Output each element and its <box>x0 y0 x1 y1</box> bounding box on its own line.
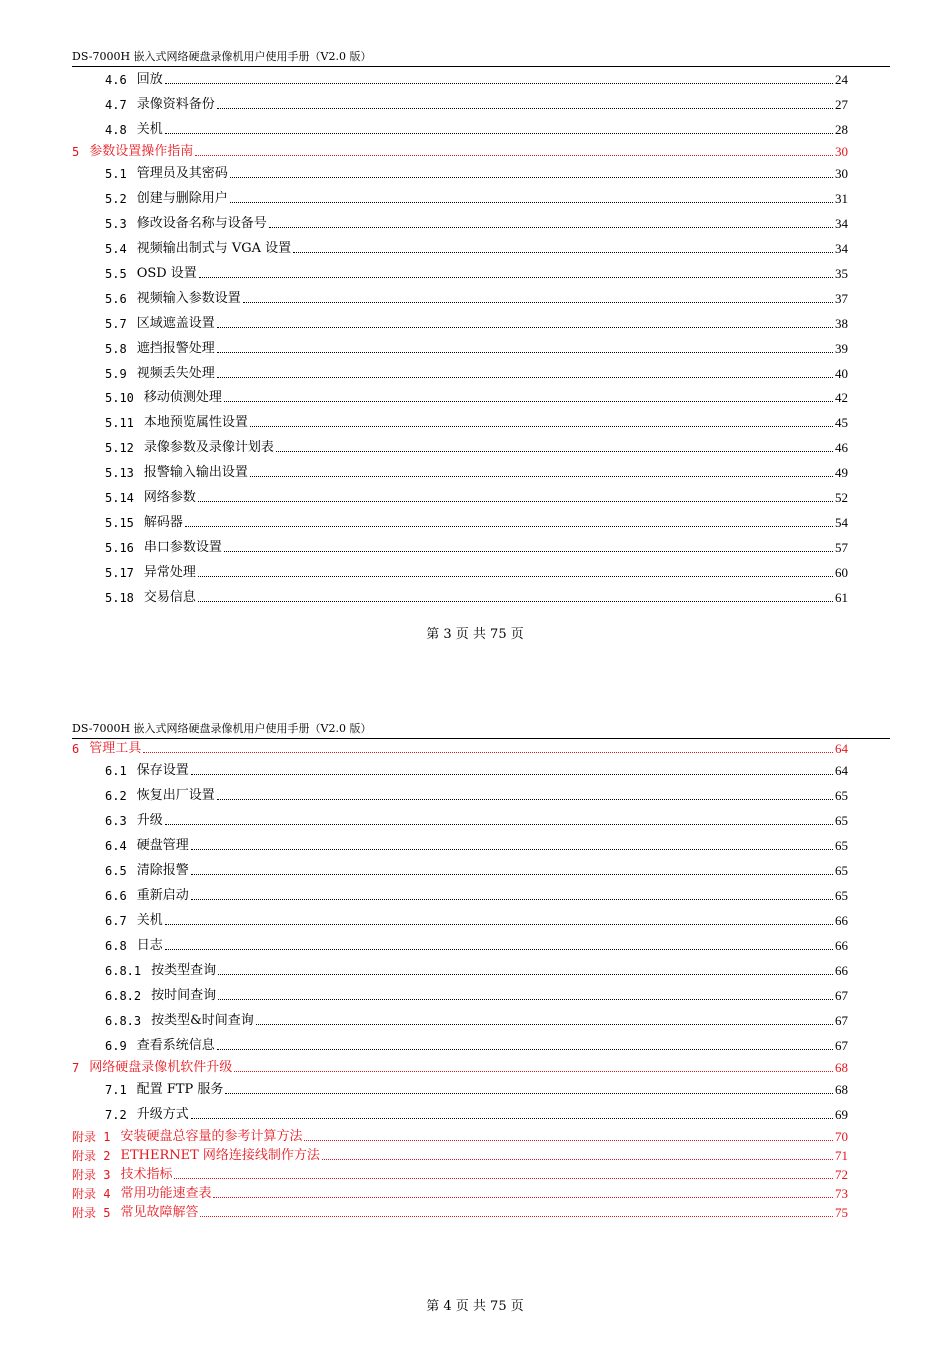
toc-entry[interactable] <box>72 886 848 904</box>
page-footer: 第 4 页 共 75 页 <box>426 1299 524 1314</box>
toc-entry-title: OSD 设置 <box>136 266 197 281</box>
toc-entry-number: 附录 1 <box>72 1130 111 1144</box>
toc-entry-number: 5.7 <box>105 317 127 331</box>
toc-entry-title: 清除报警 <box>136 863 189 878</box>
toc-entry-page: 65 <box>835 863 848 878</box>
toc-entry-number: 5 <box>72 145 80 159</box>
toc-entry[interactable] <box>72 164 848 182</box>
toc-entry-number: 5.9 <box>105 367 127 381</box>
toc-entry-number: 6.3 <box>105 814 127 828</box>
toc-entry-title: 录像资料备份 <box>136 97 215 112</box>
toc-entry[interactable] <box>72 120 848 138</box>
toc-leader-dots <box>218 999 833 1000</box>
toc-leader-dots <box>143 752 833 753</box>
toc-entry-title: 按类型&时间查询 <box>151 1013 254 1028</box>
toc-entry[interactable] <box>72 314 848 332</box>
toc-entry[interactable] <box>72 1036 848 1054</box>
toc-entry-number: 5.16 <box>105 541 134 555</box>
toc-entry-number: 6.7 <box>105 914 127 928</box>
toc-leader-dots <box>230 177 833 178</box>
toc-entry-number: 6.8.3 <box>105 1014 142 1028</box>
toc-entry-page: 27 <box>835 97 848 112</box>
toc-entry-title: 本地预览属性设置 <box>143 415 248 430</box>
toc-leader-dots <box>234 1071 833 1072</box>
toc-entry-number: 附录 4 <box>72 1187 111 1201</box>
toc-entry-title: 报警输入输出设置 <box>143 465 248 480</box>
page-header: DS-7000H 嵌入式网络硬盘录像机用户使用手册（V2.0 版） <box>72 50 890 67</box>
toc-entry-number: 5.13 <box>105 466 134 480</box>
toc-entry-page: 52 <box>835 490 848 505</box>
toc-entry-number: 4.7 <box>105 98 127 112</box>
toc-entry-page: 57 <box>835 540 848 555</box>
toc-leader-dots <box>199 277 833 278</box>
toc-entry-number: 5.17 <box>105 566 134 580</box>
toc-leader-dots <box>276 451 833 452</box>
toc-entry[interactable] <box>72 1146 848 1164</box>
toc-entry-number: 6.1 <box>105 764 127 778</box>
toc-leader-dots <box>200 1216 833 1217</box>
toc-entry-page: 66 <box>835 938 848 953</box>
toc-entry-number: 4.8 <box>105 123 127 137</box>
toc-entry-page: 68 <box>835 1060 848 1075</box>
toc-leader-dots <box>165 824 833 825</box>
toc-entry-page: 60 <box>835 565 848 580</box>
toc-leader-dots <box>191 874 833 875</box>
toc-entry[interactable] <box>72 836 848 854</box>
toc-entry[interactable] <box>72 364 848 382</box>
toc-entry-title: 恢复出厂设置 <box>136 788 215 803</box>
toc-leader-dots <box>304 1140 833 1141</box>
toc-entry-title: 视频输入参数设置 <box>136 291 241 306</box>
toc-entry-title: 按类型查询 <box>151 963 217 978</box>
toc-entry-number: 附录 5 <box>72 1206 111 1220</box>
toc-entry-number: 6.8.2 <box>105 989 142 1003</box>
toc-leader-dots <box>243 302 833 303</box>
toc-entry[interactable] <box>72 488 848 506</box>
toc-leader-dots <box>195 155 833 156</box>
toc-entry-page: 34 <box>835 241 848 256</box>
toc-entry-title: 移动侦测处理 <box>143 390 222 405</box>
page-header: DS-7000H 嵌入式网络硬盘录像机用户使用手册（V2.0 版） <box>72 722 890 739</box>
toc-entry-title: 升级方式 <box>136 1107 189 1122</box>
toc-entry-title: 关机 <box>136 913 163 928</box>
toc-entry[interactable] <box>72 438 848 456</box>
toc-entry-number: 6 <box>72 742 80 756</box>
toc-leader-dots <box>293 252 833 253</box>
toc-entry-number: 6.6 <box>105 889 127 903</box>
toc-entry-title: 网络参数 <box>143 490 196 505</box>
toc-entry-number: 5.12 <box>105 441 134 455</box>
toc-leader-dots <box>165 83 833 84</box>
toc-entry[interactable] <box>72 588 848 606</box>
toc-entry-title: 交易信息 <box>143 590 196 605</box>
toc-entry-title: 安装硬盘总容量的参考计算方法 <box>120 1129 303 1144</box>
toc-entry-page: 38 <box>835 316 848 331</box>
toc-entry[interactable] <box>72 961 848 979</box>
toc-leader-dots <box>269 227 833 228</box>
toc-leader-dots <box>250 426 833 427</box>
toc-entry[interactable] <box>72 811 848 829</box>
toc-entry-title: 修改设备名称与设备号 <box>136 216 267 231</box>
toc-entry-title: 配置 FTP 服务 <box>136 1082 224 1097</box>
toc-entry[interactable] <box>72 538 848 556</box>
toc-entry-number: 5.2 <box>105 192 127 206</box>
toc-leader-dots <box>191 1118 833 1119</box>
toc-entry-number: 5.4 <box>105 242 127 256</box>
toc-entry[interactable] <box>72 1105 848 1123</box>
toc-entry-title: 保存设置 <box>136 763 189 778</box>
toc-entry-number: 4.6 <box>105 73 127 87</box>
toc-entry-page: 45 <box>835 415 848 430</box>
toc-entry-title: ETHERNET 网络连接线制作方法 <box>120 1148 320 1163</box>
toc-entry-number: 5.10 <box>105 391 134 405</box>
toc-entry-title: 录像参数及录像计划表 <box>143 440 274 455</box>
toc-leader-dots <box>217 377 833 378</box>
toc-entry-page: 75 <box>835 1205 848 1220</box>
toc-entry-title: 技术指标 <box>120 1167 173 1182</box>
toc-entry-page: 49 <box>835 465 848 480</box>
toc-leader-dots <box>256 1024 833 1025</box>
toc-entry[interactable] <box>72 189 848 207</box>
toc-entry-number: 5.6 <box>105 292 127 306</box>
toc-entry-title: 视频丢失处理 <box>136 366 215 381</box>
toc-entry-page: 40 <box>835 366 848 381</box>
toc-entry-number: 5.15 <box>105 516 134 530</box>
toc-entry-number: 附录 2 <box>72 1149 111 1163</box>
toc-entry-page: 31 <box>835 191 848 206</box>
toc-entry[interactable] <box>72 786 848 804</box>
toc-entry-page: 64 <box>835 741 848 756</box>
toc-entry-page: 65 <box>835 813 848 828</box>
toc-entry[interactable] <box>72 1165 848 1183</box>
toc-entry-number: 6.8.1 <box>105 964 142 978</box>
toc-entry[interactable] <box>72 911 848 929</box>
toc-entry[interactable] <box>72 739 848 757</box>
toc-leader-dots <box>230 202 833 203</box>
toc-entry[interactable] <box>72 1011 848 1029</box>
toc-entry[interactable] <box>72 463 848 481</box>
toc-entry[interactable] <box>72 986 848 1004</box>
toc-leader-dots <box>217 327 833 328</box>
toc-entry-number: 5.14 <box>105 491 134 505</box>
toc-entry-title: 回放 <box>136 72 163 87</box>
toc-entry-page: 54 <box>835 515 848 530</box>
toc-leader-dots <box>218 974 833 975</box>
toc-entry-title: 遮挡报警处理 <box>136 341 215 356</box>
toc-entry-page: 65 <box>835 888 848 903</box>
toc-leader-dots <box>191 899 833 900</box>
toc-leader-dots <box>217 1049 833 1050</box>
toc-entry[interactable] <box>72 761 848 779</box>
toc-entry-title: 创建与删除用户 <box>136 191 228 206</box>
toc-entry-title: 升级 <box>136 813 163 828</box>
toc-entry-page: 46 <box>835 440 848 455</box>
toc-entry-page: 39 <box>835 341 848 356</box>
page-footer: 第 3 页 共 75 页 <box>426 627 524 642</box>
toc-entry[interactable] <box>72 1058 848 1076</box>
toc-entry[interactable] <box>72 861 848 879</box>
toc-entry-title: 日志 <box>136 938 163 953</box>
toc-entry[interactable] <box>72 1203 848 1221</box>
toc-leader-dots <box>322 1159 833 1160</box>
toc-entry-page: 67 <box>835 1013 848 1028</box>
toc-entry-number: 7.1 <box>105 1083 127 1097</box>
toc-leader-dots <box>165 949 833 950</box>
toc-entry-number: 6.2 <box>105 789 127 803</box>
toc-entry-number: 6.4 <box>105 839 127 853</box>
toc-entry[interactable] <box>72 388 848 406</box>
toc-leader-dots <box>174 1178 833 1179</box>
toc-entry[interactable] <box>72 1184 848 1202</box>
toc-entry-page: 30 <box>835 166 848 181</box>
toc-leader-dots <box>191 849 833 850</box>
toc-leader-dots <box>225 1093 833 1094</box>
toc-entry-number: 5.11 <box>105 416 134 430</box>
toc-entry-page: 69 <box>835 1107 848 1122</box>
toc-leader-dots <box>213 1197 833 1198</box>
toc-leader-dots <box>198 576 833 577</box>
toc-entry-title: 常用功能速查表 <box>120 1186 212 1201</box>
toc-entry-page: 73 <box>835 1186 848 1201</box>
toc-entry-title: 硬盘管理 <box>136 838 189 853</box>
toc-entry-page: 28 <box>835 122 848 137</box>
toc-entry[interactable] <box>72 413 848 431</box>
toc-leader-dots <box>191 774 833 775</box>
toc-entry-number: 5.3 <box>105 217 127 231</box>
toc-leader-dots <box>217 799 833 800</box>
toc-entry-title: 常见故障解答 <box>120 1205 199 1220</box>
toc-entry-page: 65 <box>835 788 848 803</box>
toc-entry-number: 5.8 <box>105 342 127 356</box>
toc-entry-page: 68 <box>835 1082 848 1097</box>
toc-entry-number: 附录 3 <box>72 1168 111 1182</box>
toc-entry-number: 6.8 <box>105 939 127 953</box>
toc-entry[interactable] <box>72 264 848 282</box>
toc-entry-page: 64 <box>835 763 848 778</box>
toc-entry-page: 67 <box>835 988 848 1003</box>
toc-leader-dots <box>198 601 833 602</box>
toc-entry-title: 解码器 <box>143 515 183 530</box>
toc-entry-page: 72 <box>835 1167 848 1182</box>
toc-entry-title: 视频输出制式与 VGA 设置 <box>136 241 292 256</box>
toc-leader-dots <box>165 924 833 925</box>
toc-entry[interactable] <box>72 1080 848 1098</box>
toc-entry-page: 66 <box>835 913 848 928</box>
toc-leader-dots <box>217 108 833 109</box>
toc-entry-title: 按时间查询 <box>151 988 217 1003</box>
toc-entry-page: 66 <box>835 963 848 978</box>
toc-entry[interactable] <box>72 513 848 531</box>
toc-entry[interactable] <box>72 214 848 232</box>
toc-entry-title: 关机 <box>136 122 163 137</box>
toc-entry[interactable] <box>72 1127 848 1145</box>
toc-entry-title: 参数设置操作指南 <box>89 144 194 159</box>
toc-entry-title: 重新启动 <box>136 888 189 903</box>
toc-leader-dots <box>217 352 833 353</box>
toc-entry-title: 管理员及其密码 <box>136 166 228 181</box>
toc-entry-page: 42 <box>835 390 848 405</box>
toc-leader-dots <box>165 133 833 134</box>
toc-leader-dots <box>198 501 833 502</box>
toc-entry-page: 30 <box>835 144 848 159</box>
toc-entry-title: 区域遮盖设置 <box>136 316 215 331</box>
toc-entry-page: 37 <box>835 291 848 306</box>
toc-entry-title: 查看系统信息 <box>136 1038 215 1053</box>
toc-entry-number: 5.1 <box>105 167 127 181</box>
toc-entry-page: 61 <box>835 590 848 605</box>
toc-entry-page: 34 <box>835 216 848 231</box>
toc-entry[interactable] <box>72 289 848 307</box>
toc-entry-page: 70 <box>835 1129 848 1144</box>
toc-leader-dots <box>224 401 833 402</box>
toc-entry-number: 7 <box>72 1061 80 1075</box>
toc-entry[interactable] <box>72 563 848 581</box>
toc-leader-dots <box>224 551 833 552</box>
toc-entry-title: 串口参数设置 <box>143 540 222 555</box>
toc-entry[interactable] <box>72 142 848 160</box>
toc-entry-number: 5.5 <box>105 267 127 281</box>
toc-entry-page: 24 <box>835 72 848 87</box>
toc-entry-title: 异常处理 <box>143 565 196 580</box>
toc-entry[interactable] <box>72 95 848 113</box>
toc-entry-number: 7.2 <box>105 1108 127 1122</box>
toc-entry-page: 65 <box>835 838 848 853</box>
toc-entry-number: 6.5 <box>105 864 127 878</box>
toc-leader-dots <box>250 476 833 477</box>
toc-entry-title: 管理工具 <box>89 741 142 756</box>
toc-entry-page: 67 <box>835 1038 848 1053</box>
toc-entry[interactable] <box>72 339 848 357</box>
toc-entry[interactable] <box>72 936 848 954</box>
toc-entry[interactable] <box>72 70 848 88</box>
toc-entry-page: 35 <box>835 266 848 281</box>
toc-entry[interactable] <box>72 239 848 257</box>
toc-entry-title: 网络硬盘录像机软件升级 <box>89 1060 233 1075</box>
toc-entry-number: 5.18 <box>105 591 134 605</box>
toc-entry-page: 71 <box>835 1148 848 1163</box>
toc-entry-number: 6.9 <box>105 1039 127 1053</box>
toc-leader-dots <box>185 526 833 527</box>
